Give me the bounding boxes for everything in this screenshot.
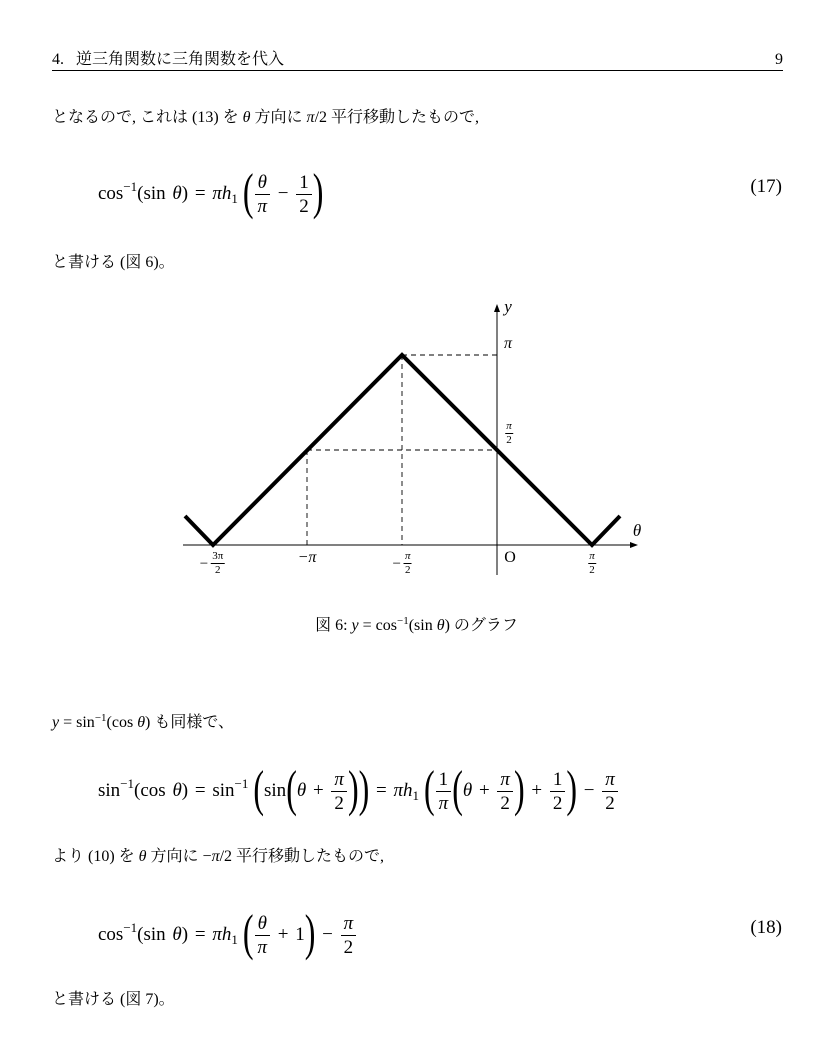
math-symbol: θ <box>172 924 182 945</box>
big-paren-left: ( <box>242 902 254 961</box>
fraction-denominator: π <box>438 793 449 815</box>
fraction-numerator: π <box>341 913 357 936</box>
tick-fraction <box>505 421 513 446</box>
big-paren-right: ) <box>304 902 316 961</box>
section-number: 4. <box>52 51 64 68</box>
math-symbol: π <box>212 924 222 945</box>
fraction-denominator: 2 <box>605 793 615 815</box>
fraction <box>255 172 271 217</box>
graph-curve <box>185 355 620 545</box>
fraction <box>341 913 357 958</box>
fraction-numerator: θ <box>255 172 271 195</box>
figure-caption <box>0 611 833 634</box>
fraction-numerator: 3π <box>212 550 224 562</box>
equation-number: (17) <box>750 176 782 197</box>
fraction-denominator: 2 <box>500 793 510 815</box>
tick-label: −π <box>297 549 317 566</box>
text-run: より (10) を <box>52 848 139 865</box>
fraction-numerator: π <box>602 769 618 792</box>
fraction-numerator: π <box>497 769 513 792</box>
tick-sign: − <box>199 555 209 572</box>
equation-17 <box>98 159 324 220</box>
paragraph-4 <box>52 847 384 867</box>
eq-operator: − <box>576 780 602 801</box>
superscript: −1 <box>397 615 409 627</box>
math-symbol: θ <box>242 109 251 126</box>
fraction <box>497 769 513 814</box>
big-paren-right: ) <box>312 161 324 220</box>
equation-sin-cos <box>98 756 619 817</box>
running-header <box>52 50 284 70</box>
eq-operator: − <box>315 924 340 945</box>
equation-18 <box>98 900 357 961</box>
fraction-denominator: π <box>257 196 268 218</box>
text-run: /2 平行移動したもので, <box>219 848 385 865</box>
eq-term: ) = <box>181 924 213 945</box>
big-paren-left: ( <box>452 758 463 817</box>
text-run: となるので, これは (13) を <box>52 109 243 126</box>
tick-fraction <box>588 551 596 576</box>
text-run: ) も同様で、 <box>145 714 235 731</box>
fraction <box>436 769 452 814</box>
fraction-denominator: 2 <box>343 937 354 959</box>
fraction-denominator: 2 <box>334 793 344 815</box>
big-paren-right: ) <box>347 758 359 817</box>
math-symbol: h <box>221 183 232 204</box>
big-paren-left: ( <box>424 758 435 817</box>
paragraph-2: と書ける (図 6)。 <box>52 254 175 271</box>
y-tick-pi <box>504 334 512 354</box>
fraction-numerator: π <box>404 550 411 562</box>
eq-term: sin <box>98 780 121 801</box>
fraction-numerator: 1 <box>436 769 452 792</box>
tick-label: π <box>503 335 513 352</box>
eq-term: = <box>369 780 394 801</box>
math-symbol: θ <box>436 617 445 634</box>
section-title: 逆三角関数に三角関数を代入 <box>76 51 285 68</box>
fraction <box>550 769 566 814</box>
text-run: ) のグラフ <box>444 617 518 634</box>
y-axis-arrowhead <box>494 304 500 312</box>
text-run: (cos <box>106 714 138 731</box>
paragraph-5: と書ける (図 7)。 <box>52 991 175 1008</box>
big-paren-right: ) <box>513 758 525 817</box>
page-number: 9 <box>775 51 783 68</box>
header-rule <box>52 70 783 71</box>
math-symbol: π <box>211 848 220 865</box>
eq-operator: − <box>271 183 296 204</box>
math-symbol: θ <box>296 780 307 801</box>
superscript: −1 <box>94 712 107 724</box>
big-paren-left: ( <box>253 758 264 817</box>
eq-term: cos <box>98 924 124 945</box>
math-symbol: y <box>52 714 60 731</box>
text-run: = sin <box>59 714 95 731</box>
eq-term: cos <box>98 183 124 204</box>
eq-term: (sin <box>137 924 173 945</box>
big-paren-right: ) <box>358 758 370 817</box>
math-symbol: h <box>221 924 232 945</box>
x-tick-half-pi <box>588 551 596 576</box>
fraction-numerator: π <box>331 769 347 792</box>
eq-term: (cos <box>134 780 173 801</box>
eq-term: (sin <box>137 183 173 204</box>
fraction-numerator: π <box>506 420 512 432</box>
paragraph-1 <box>52 108 479 128</box>
fraction-numerator: 1 <box>550 769 566 792</box>
eq-term: ) = sin <box>181 780 235 801</box>
x-axis-arrowhead <box>630 542 638 548</box>
dashed-guides <box>307 355 497 545</box>
tick-fraction <box>211 551 224 576</box>
eq-operator: + <box>306 780 331 801</box>
math-symbol: π <box>212 183 222 204</box>
tick-fraction <box>404 551 412 576</box>
origin-label <box>504 548 516 568</box>
subscript: 1 <box>412 788 419 803</box>
x-tick-neg-three-half-pi <box>200 551 225 576</box>
fraction-numerator: 1 <box>296 172 312 195</box>
x-tick-neg-pi <box>298 548 317 568</box>
eq-term: + 1 <box>271 924 305 945</box>
text-run: = cos <box>358 617 397 634</box>
x-tick-neg-half-pi <box>393 551 412 576</box>
math-symbol: θ <box>172 780 182 801</box>
superscript: −1 <box>120 776 135 791</box>
text-run: 方向に − <box>146 848 212 865</box>
eq-operator: + <box>472 780 497 801</box>
fraction-denominator: 2 <box>404 564 411 576</box>
superscript: −1 <box>123 179 138 194</box>
text-run: (sin <box>408 617 437 634</box>
text-run: /2 平行移動したもので, <box>314 109 480 126</box>
math-symbol: π <box>393 780 403 801</box>
figure-6-graph <box>170 292 650 584</box>
math-symbol: θ <box>138 848 147 865</box>
fraction-denominator: 2 <box>299 196 309 218</box>
fraction-numerator: θ <box>255 913 271 936</box>
fraction <box>296 172 312 217</box>
subscript: 1 <box>231 191 238 206</box>
eq-operator: + <box>524 780 549 801</box>
y-tick-half-pi <box>505 421 513 446</box>
big-paren-left: ( <box>286 758 297 817</box>
superscript: −1 <box>234 776 249 791</box>
math-symbol: θ <box>172 183 182 204</box>
fraction-denominator: 2 <box>214 564 221 576</box>
subscript: 1 <box>231 932 238 947</box>
fraction-denominator: π <box>257 937 268 959</box>
caption-label: 図 6: <box>315 617 352 634</box>
fraction <box>255 913 271 958</box>
tick-sign: − <box>392 555 401 572</box>
big-paren-left: ( <box>242 161 254 220</box>
math-symbol: π <box>306 109 315 126</box>
eq-term: sin <box>264 780 287 801</box>
eq-term: ) = <box>181 183 213 204</box>
fraction <box>602 769 618 814</box>
math-symbol: θ <box>462 780 473 801</box>
fraction-denominator: 2 <box>589 564 595 576</box>
math-symbol: θ <box>137 714 146 731</box>
y-axis-label: y <box>504 297 512 316</box>
math-symbol: y <box>351 617 359 634</box>
fraction-numerator: π <box>589 550 595 562</box>
text-run: 方向に <box>250 109 307 126</box>
equation-number: (18) <box>750 917 782 938</box>
tick-label: O <box>504 549 516 566</box>
superscript: −1 <box>123 920 138 935</box>
paragraph-3 <box>52 708 235 731</box>
math-symbol: h <box>403 780 413 801</box>
fraction-denominator: 2 <box>506 434 512 446</box>
x-axis-label: θ <box>632 521 642 540</box>
fraction <box>331 769 347 814</box>
fraction-denominator: 2 <box>552 793 563 815</box>
big-paren-right: ) <box>566 758 577 817</box>
